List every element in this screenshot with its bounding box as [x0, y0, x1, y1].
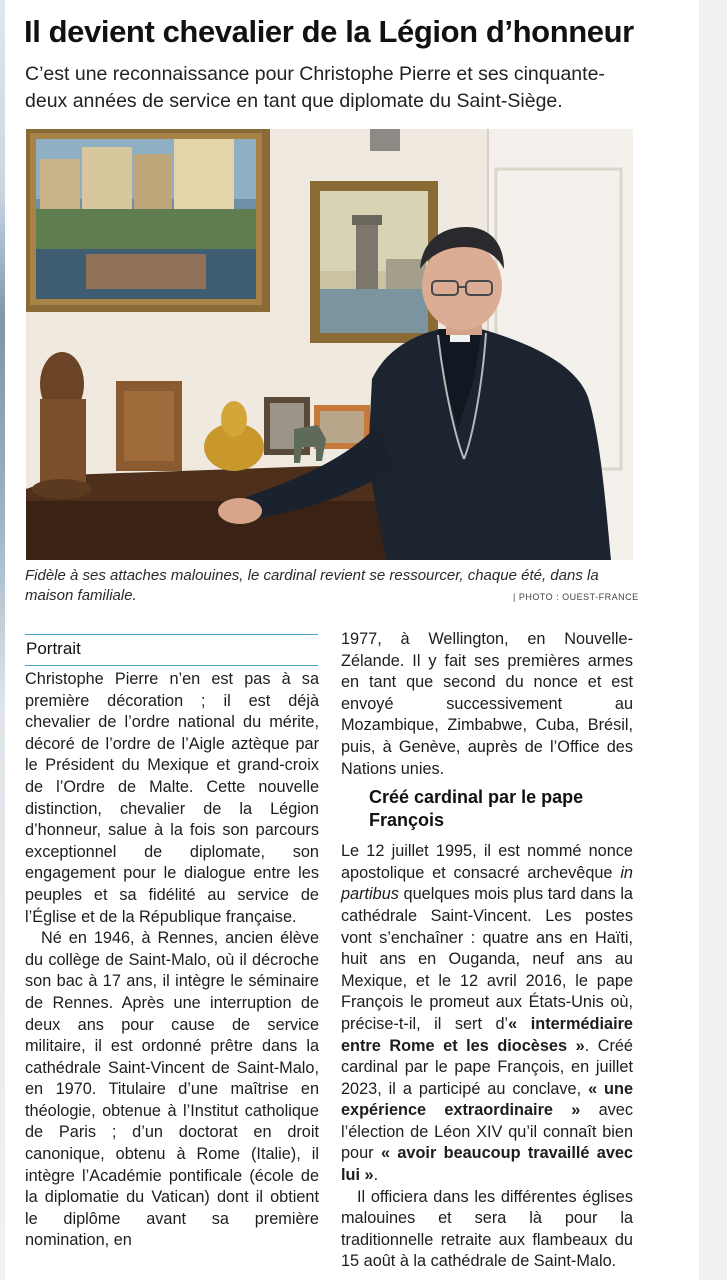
photo-credit: | PHOTO : OUEST-FRANCE [513, 592, 639, 602]
section-rule-top [25, 634, 318, 635]
body-paragraph: 1977, à Wellington, en Nouvelle-Zélande. Il y fait ses premières armes en tant que second du nonce et est envoyé successivement au Mozambique, Zimbabwe, Cuba, Brésil, puis, à Genève, auprès de l’Office des Nations unies. [341, 630, 633, 778]
standfirst: C’est une reconnaissance pour Christophe Pierre et ses cinquante-deux années de service en tant que diplomate du Saint-Siège. [25, 63, 605, 112]
photo-caption: Fidèle à ses attaches malouines, le cardinal revient se ressourcer, chaque été, dans la maison familiale. [25, 567, 599, 604]
body-paragraph [341, 841, 633, 1187]
section-label: Portrait [26, 639, 81, 658]
subheading: Créé cardinal par le pape François [369, 787, 584, 831]
body-italic-text: in partibus [341, 863, 633, 904]
quote-text: « une expérience extraordinaire » [341, 1079, 633, 1120]
quote-text: « intermédiaire entre Rome et les diocèses » [341, 1014, 633, 1055]
page-margin [699, 0, 727, 1280]
quote-text: « avoir beaucoup travaillé avec lui » [341, 1144, 633, 1185]
adjacent-page-edge [0, 0, 5, 1280]
body-text: quelques mois plus tard dans la cathédrale Saint-Vincent. Les postes vont s’enchaîner : quatre ans en Haïti, huit ans en Ouganda, neuf ans au Mexique, et le 12 avril 2016, le pape François le promeut aux États-Unis où, précise-t-il, il sert d’ [341, 885, 633, 1033]
body-text: . [373, 1166, 379, 1185]
section-rule-bottom [25, 665, 318, 666]
article-column-left [25, 669, 319, 1252]
body-text: Le 12 juillet 1995, il est nommé nonce apostolique et consacré archevêque [341, 842, 633, 882]
body-paragraph: Christophe Pierre n’en est pas à sa première décoration ; il est déjà chevalier de l’ordre national du mérite, décoré de l’ordre de l’Aigle aztèque par le Président du Mexique et grand-croix de l’Ordre de Malte. Cette nouvelle distinction, chevalier de la Légion d’honneur, salue à la fois son parcours exceptionnel de diplomate, son engagement pour le dialogue entre les peuples et sa fidélité au service de l’Église et de la République française. [25, 670, 319, 926]
body-text: . Créé cardinal par le pape François, en juillet 2023, il a participé au conclave, [341, 1036, 633, 1098]
body-paragraph: Il officiera dans les différentes églises malouines et sera là pour la traditionnelle retraite aux flambeaux du 15 août à la cathédrale de Saint-Malo. [341, 1187, 633, 1271]
headline: Il devient chevalier de la Légion d’honneur [24, 14, 634, 49]
body-text: avec l’élection de Léon XIV qu’il connaît bien pour [341, 1101, 633, 1163]
article-column-right [341, 629, 633, 1273]
body-paragraph: Né en 1946, à Rennes, ancien élève du collège de Saint-Malo, où il décroche son bac à 17 ans, il intègre le séminaire de Rennes. Après une interruption de deux ans pour cause de service militaire, il est ordonné prêtre dans la cathédrale Saint-Vincent de Saint-Malo, en 1970. Titulaire d’une maîtrise en théologie, obtenue à l’Institut catholique de Paris ; d’un doctorat en droit canonique, obtenu à Rome (Italie), il intègre l’Académie pontificale (école de la diplomatie du Vatican) dont il obtient le diplôme avant sa première nomination, en [25, 929, 319, 1250]
article-photo [26, 129, 633, 560]
